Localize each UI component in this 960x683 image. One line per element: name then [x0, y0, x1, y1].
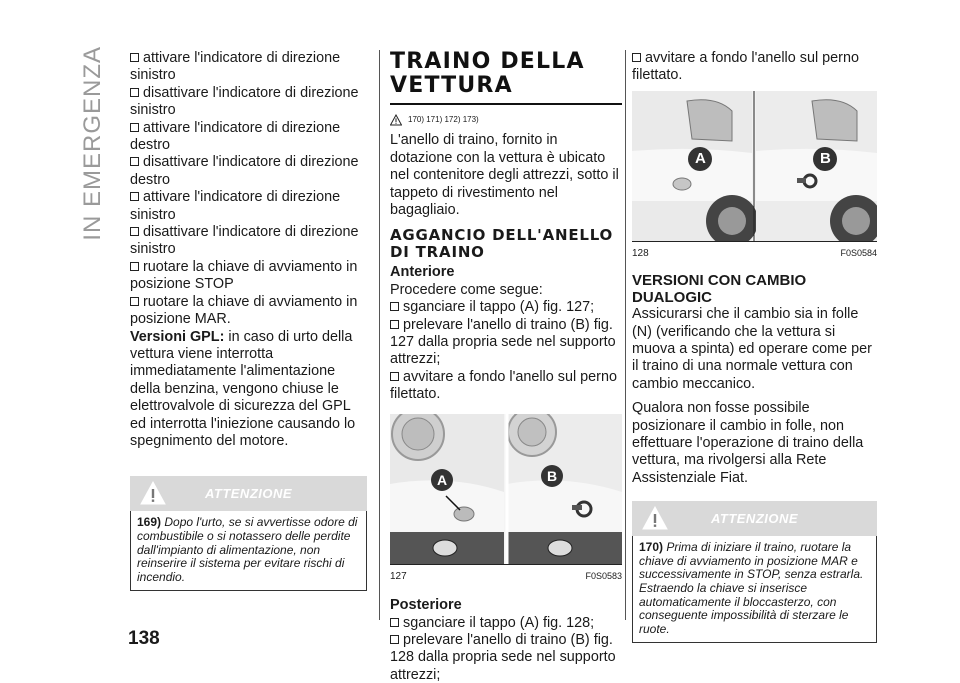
page-number: 138 [128, 628, 160, 649]
column-separator [625, 50, 626, 620]
list-item: ruotare la chiave di avviamento in posizione MAR. [130, 293, 358, 328]
checkbox-bullet-icon [130, 123, 139, 132]
list-item: sganciare il tappo (A) fig. 128; [390, 615, 622, 632]
checkbox-bullet-icon [632, 53, 641, 62]
figure-label-a: A [695, 149, 706, 167]
figure-127 [390, 414, 622, 565]
list-item: sganciare il tappo (A) fig. 127; [390, 299, 622, 316]
figure-caption: 127 F0S0583 [390, 570, 622, 582]
rear-tow-hook-illustration [632, 91, 877, 241]
checkbox-bullet-icon [390, 320, 399, 329]
list-item: disattivare l'indicatore di direzione sinistro [130, 224, 359, 258]
checkbox-bullet-icon [390, 618, 399, 627]
checkbox-bullet-icon [390, 372, 399, 381]
warning-triangle-icon [390, 114, 402, 126]
gpl-paragraph: Versioni GPL: in caso di urto della vettura viene interrotta immediatamente l'alimentazione della benzina, vengono chiuse le elettrovalvole di sicurezza del GPL ed interrotta l'iniezione causando lo spegnimento del motore. [130, 328, 356, 449]
list-item: attivare l'indicatore di direzione destro [130, 119, 341, 154]
warning-body: 170) Prima di iniziare il traino, ruotare la chiave di avviamento in posizione MAR e successivamente in STOP, senza estrarla. Estraendo la chiave si inserisce automaticamente il bloccasterzo, con conseguente impossibilità di sterzare le ruote. [632, 536, 877, 643]
dualogic-section-title: VERSIONI CON CAMBIO DUALOGIC [632, 272, 807, 307]
intro-paragraph: L'anello di traino, fornito in dotazione con la vettura è ubicato nel contenitore degli attrezzi, sotto il tappeto di rivestimento nel bagagliaio. [390, 132, 619, 219]
list-item: prelevare l'anello di traino (B) fig. 128 dalla propria sede nel supporto attrezzi; [390, 631, 616, 683]
checkbox-bullet-icon [130, 297, 139, 306]
dualogic-paragraph: Assicurarsi che il cambio sia in folle (N) (verificando che la vettura si muova a spinta) ed operare come per il traino di una normale vettura con cambio meccanico. [632, 306, 872, 392]
list-item: avvitare a fondo l'anello sul perno filettato. [390, 368, 617, 403]
checkbox-bullet-icon [130, 192, 139, 201]
figure-caption: 128 F0S0584 [632, 247, 877, 259]
column-1 [130, 50, 367, 591]
warning-header: ATTENZIONE [632, 501, 877, 536]
list-item: prelevare l'anello di traino (B) fig. 127 dalla propria sede nel supporto attrezzi; [390, 316, 616, 368]
warning-body: 169) Dopo l'urto, se si avvertisse odore di combustibile o si notassero delle perdite dall'impianto di alimentazione, non reinserire il sistema per evitare rischi di incendio. [130, 511, 367, 591]
column-separator [379, 50, 380, 620]
checkbox-bullet-icon [390, 302, 399, 311]
checkbox-bullet-icon [130, 227, 139, 236]
warning-references: 170) 171) 172) 173) [390, 111, 622, 128]
checkbox-bullet-icon [390, 635, 399, 644]
list-item: ruotare la chiave di avviamento in posizione STOP [130, 258, 358, 293]
dualogic-paragraph: Qualora non fosse possibile posizionare il cambio in folle, non effettuare l'operazione di traino della vettura, ma rivolgersi alla Rete Assistenziale Fiat. [632, 400, 864, 486]
section-side-label: IN EMERGENZA [79, 46, 106, 241]
checkbox-bullet-icon [130, 262, 139, 271]
checkbox-bullet-icon [130, 157, 139, 166]
list-item: disattivare l'indicatore di direzione sinistro [130, 84, 359, 119]
warning-triangle-icon [140, 480, 166, 506]
subsection-title: AGGANCIO DELL'ANELLO DI TRAINO [390, 226, 614, 262]
figure-128 [632, 91, 877, 242]
front-heading: Anteriore [390, 264, 455, 281]
front-tow-hook-illustration [390, 414, 622, 564]
figure-label-b: B [547, 467, 558, 484]
title-rule [390, 103, 622, 105]
checkbox-bullet-icon [130, 53, 139, 62]
section-title: TRAINO DELLA VETTURA [390, 49, 585, 98]
indicator-steps-list [130, 50, 367, 329]
list-item: disattivare l'indicatore di direzione destro [130, 154, 359, 188]
checkbox-bullet-icon [130, 88, 139, 97]
list-item: avvitare a fondo l'anello sul perno filettato. [632, 50, 859, 84]
list-item: attivare l'indicatore di direzione sinistro [130, 50, 341, 84]
procedure-text: Procedere come segue: [390, 281, 543, 298]
list-item: attivare l'indicatore di direzione sinistro [130, 189, 341, 223]
warning-triangle-icon [642, 505, 668, 531]
column-2 [390, 50, 622, 683]
column-3 [632, 50, 877, 643]
warning-header: ATTENZIONE [130, 476, 367, 511]
figure-label-a: A [437, 471, 448, 488]
figure-label-b: B [820, 149, 831, 167]
rear-heading: Posteriore [390, 597, 462, 614]
